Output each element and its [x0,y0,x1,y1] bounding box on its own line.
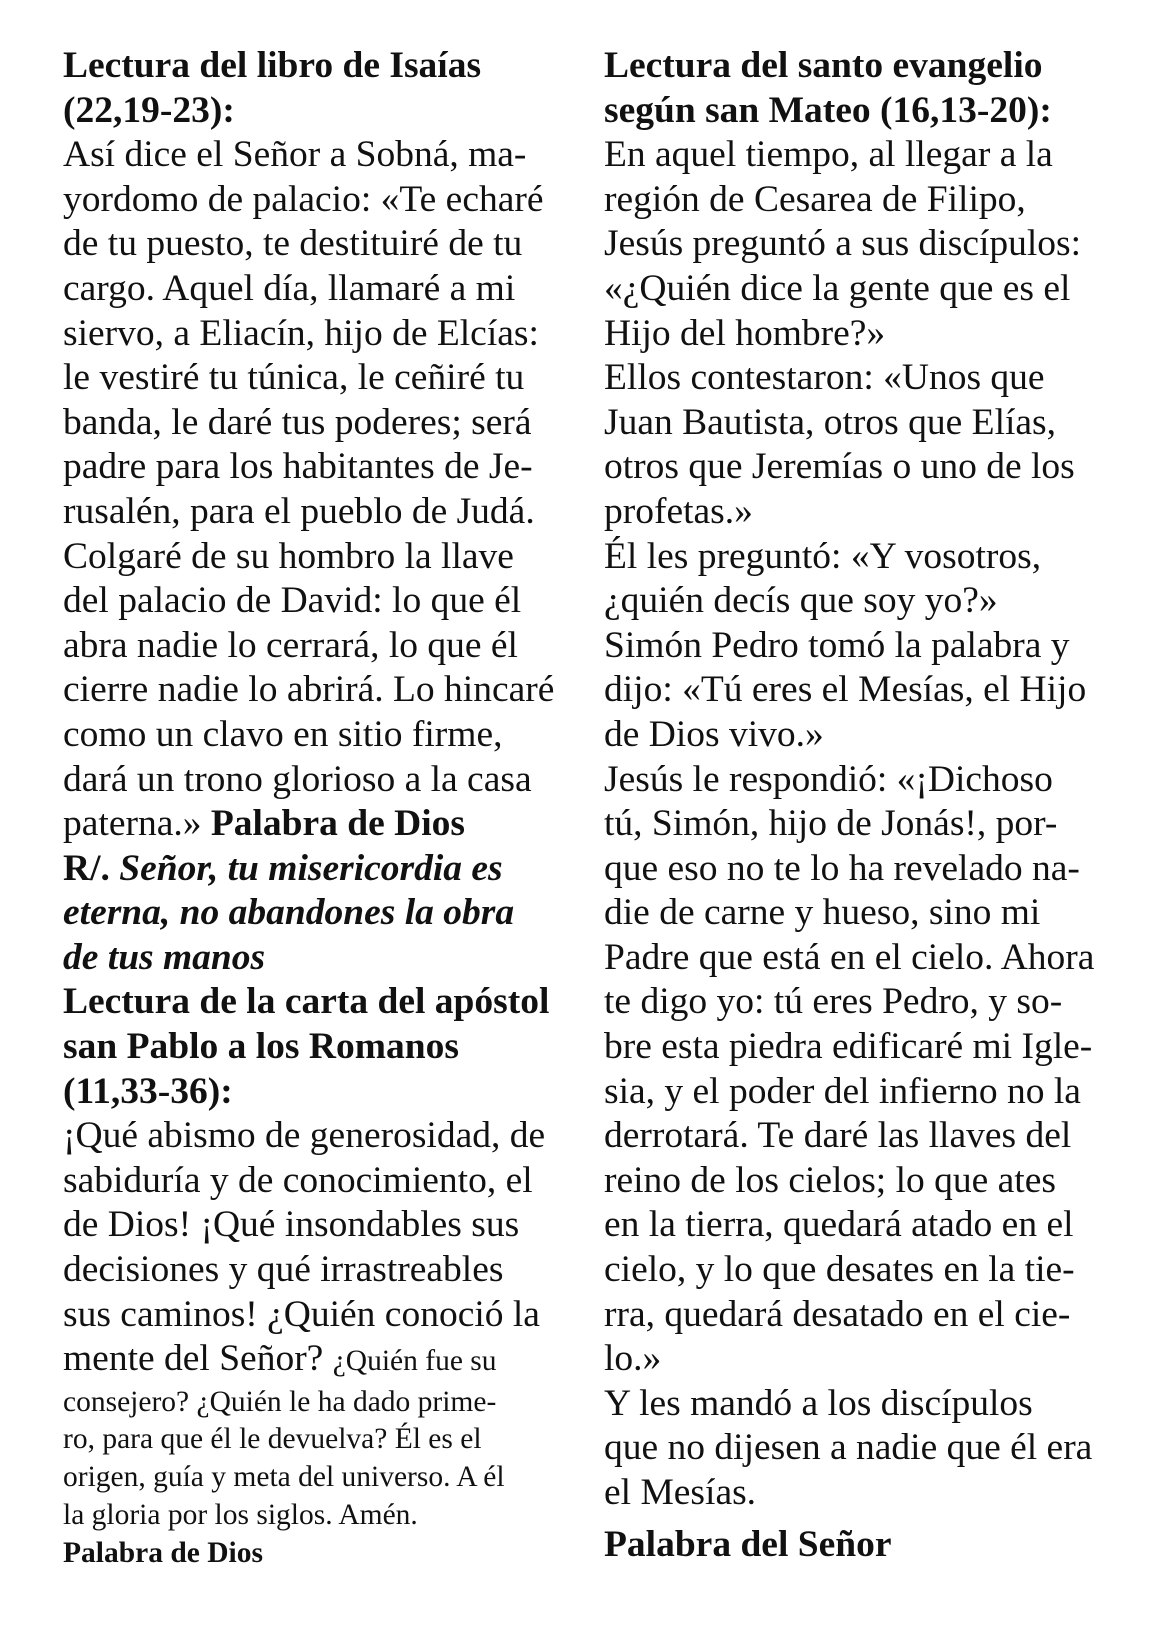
gospel-text-line: en la tierra, quedará atado en el [604,1204,1074,1246]
psalm-text-line: eterna, no abandones la obra [63,892,515,934]
reading1-text-line: cierre nadie lo abrirá. Lo hincaré [63,669,555,711]
gospel-closing: Palabra del Señor [604,1523,892,1565]
reading1-text-line: le vestiré tu túnica, le ceñiré tu [63,357,525,399]
reading1-text-line: de tu puesto, te destituiré de tu [63,223,523,265]
gospel-text-line: Juan Bautista, otros que Elías, [604,401,1057,443]
gospel-text-line: Ellos contestaron: «Unos que [604,357,1045,399]
reading1-title-line: (22,19-23): [63,89,235,131]
reading1-text-line: abra nadie lo cerrará, lo que él [63,624,518,666]
gospel-title-line: Lectura del santo evangelio [604,45,1043,86]
gospel-text-line: Y les mandó a los discípulos [604,1382,1033,1424]
reading2-text-line: sus caminos! ¿Quién conoció la [63,1293,540,1335]
reading2-small-line: la gloria por los siglos. Amén. [63,1498,418,1531]
reading2-large-fragment: mente del Señor? [63,1338,333,1380]
gospel-text-line: ¿quién decís que soy yo?» [604,580,998,622]
reading2-small-line: origen, guía y meta del universo. A él [63,1461,505,1493]
gospel-text-line: Jesús le respondió: «¡Dichoso [604,758,1053,800]
gospel-text-line: sia, y el poder del infierno no la [604,1070,1081,1112]
gospel-text-line: cielo, y lo que desates en la tie- [604,1249,1075,1291]
gospel-text-line: En aquel tiempo, al llegar a la [604,134,1053,176]
left-column [63,44,563,1572]
reading1-text-line: rusalén, para el pueblo de Judá. [63,490,535,532]
gospel-text-line: bre esta piedra edificaré mi Igle- [604,1026,1093,1068]
gospel-text-line: de Dios vivo.» [604,713,824,755]
reading1-text-line: Colgaré de su hombro la llave [63,535,514,577]
reading2-text-line: de Dios! ¡Qué insondables sus [63,1204,520,1246]
gospel-text-line: región de Cesarea de Filipo, [604,178,1026,220]
gospel-text-line: die de carne y hueso, sino mi [604,892,1041,934]
psalm-text-line: Señor, tu misericordia es [119,847,503,889]
right-column [604,44,1124,1570]
gospel-text-line: rra, quedará desatado en el cie- [604,1293,1071,1335]
gospel-text-line: tú, Simón, hijo de Jonás!, por- [604,803,1058,845]
reading1-text-line: dará un trono glorioso a la casa [63,758,532,800]
reading2-mixed-line [63,1337,563,1384]
reading1-last-line [63,802,563,847]
gospel-text-line: que eso no te lo ha revelado na- [604,847,1080,889]
reading2-title-line: (11,33-36): [63,1070,233,1112]
psalm-response-label: R/. [63,847,120,889]
gospel-text-line: Simón Pedro tomó la palabra y [604,624,1070,666]
gospel-text-line: derrotará. Te daré las llaves del [604,1115,1072,1157]
gospel-title-line: según san Mateo (16,13-20): [604,89,1052,131]
reading1-last-text: paterna.» [63,803,211,845]
reading2-small-line: consejero? ¿Quién le ha dado prime- [63,1385,497,1418]
reading1-text-line: del palacio de David: lo que él [63,580,522,622]
reading1-text-line: banda, le daré tus poderes; será [63,401,532,443]
reading1-text-line: yordomo de palacio: «Te echaré [63,178,544,220]
reading2-title-line: Lectura de la carta del apóstol [63,981,550,1023]
reading1-text-line: padre para los habitantes de Je- [63,446,533,488]
gospel-text-line: lo.» [604,1338,662,1380]
gospel-text-line: «¿Quién dice la gente que es el [604,267,1071,309]
reading1-text-line: siervo, a Eliacín, hijo de Elcías: [63,312,539,354]
reading1-closing: Palabra de Dios [210,803,466,845]
gospel-text-line: profetas.» [604,490,753,532]
gospel-text-line: el Mesías. [604,1472,757,1513]
gospel-text-line: Jesús preguntó a sus discípulos: [604,223,1082,265]
gospel-text-line: reino de los cielos; lo que ates [604,1159,1056,1201]
gospel-text-line: te digo yo: tú eres Pedro, y so- [604,981,1063,1023]
reading1-text-line: como un clavo en sitio firme, [63,713,503,755]
reading2-small-fragment: ¿Quién fue su [332,1345,497,1378]
gospel-text-line: Él les preguntó: «Y vosotros, [604,535,1042,577]
reading1-text-line: Así dice el Señor a Sobná, ma- [63,134,527,176]
reading2-small-line: ro, para que él le devuelva? Él es el [63,1423,482,1456]
gospel-text-line: que no dijesen a nadie que él era [604,1427,1093,1469]
gospel-text-line: otros que Jeremías o uno de los [604,446,1075,488]
reading1-title-line: Lectura del libro de Isaías [63,45,482,86]
reading1-text-line: cargo. Aquel día, llamaré a mi [63,267,516,309]
reading2-title-line: san Pablo a los Romanos [63,1026,459,1068]
reading2-text-line: ¡Qué abismo de generosidad, de [63,1115,546,1157]
gospel-text-line: Padre que está en el cielo. Ahora [604,936,1095,978]
reading2-closing: Palabra de Dios [63,1537,263,1570]
gospel-text-line: dijo: «Tú eres el Mesías, el Hijo [604,669,1087,711]
psalm-line [63,847,563,892]
reading2-text-line: sabiduría y de conocimiento, el [63,1159,533,1201]
reading2-text-line: decisiones y qué irrastreables [63,1249,504,1291]
gospel-text-line: Hijo del hombre?» [604,312,886,354]
psalm-text-line: de tus manos [63,936,266,978]
